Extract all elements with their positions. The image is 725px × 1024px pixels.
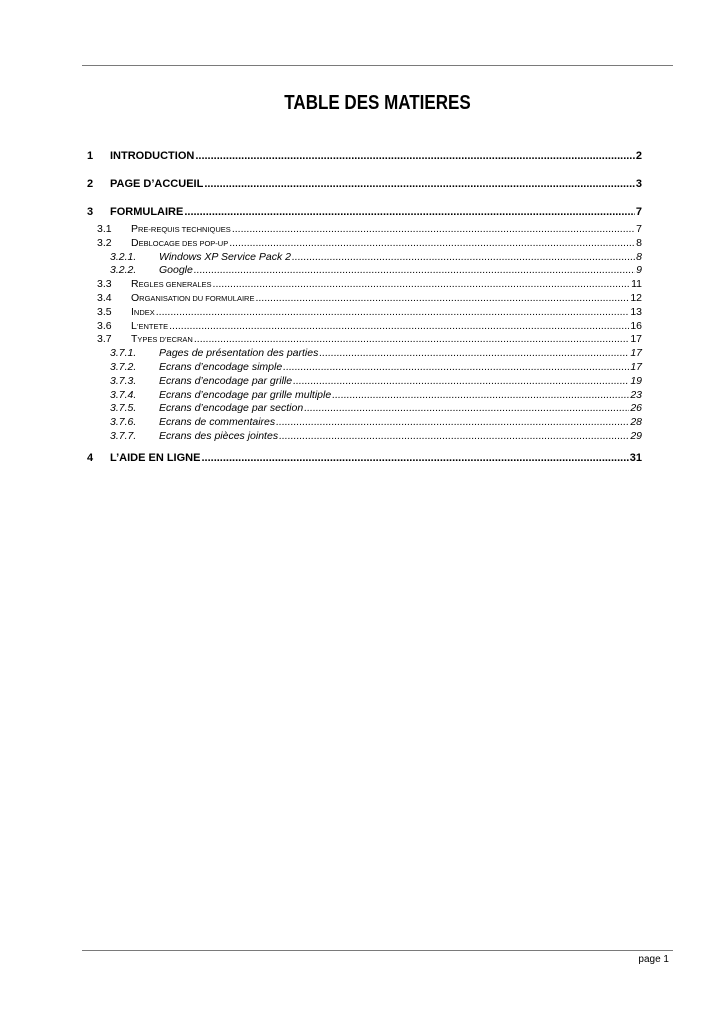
toc-number: 4 <box>87 451 94 464</box>
toc-entry-3-7-4[interactable] <box>87 389 642 403</box>
toc-number: 3.7.5. <box>110 402 137 415</box>
toc-label: PAGE D’ACCUEIL <box>110 178 204 190</box>
toc-number: 3.3 <box>97 278 112 291</box>
toc-label: Pages de présentation des parties <box>159 347 319 360</box>
toc-label: Ecrans d’encodage simple <box>159 360 283 373</box>
toc-entry-3-1[interactable] <box>87 223 642 237</box>
toc-number: 3.2 <box>97 236 112 249</box>
toc-number: 3.7.7. <box>110 429 137 442</box>
toc-leader <box>195 150 635 162</box>
toc-leader <box>279 430 629 442</box>
toc-page: 7 <box>636 223 642 235</box>
toc-leader <box>213 278 631 290</box>
toc-entry-2[interactable] <box>87 178 642 192</box>
toc-entry-1[interactable] <box>87 150 642 164</box>
toc-leader <box>292 251 635 263</box>
toc-entry-3-3[interactable] <box>87 278 642 292</box>
toc-number: 3.7 <box>97 333 112 346</box>
toc-entry-3-2-2[interactable] <box>87 264 642 278</box>
toc-label: Ecrans des pièces jointes <box>159 429 279 442</box>
toc-entry-3-2[interactable] <box>87 237 642 251</box>
toc-leader <box>293 375 629 387</box>
toc-number: 3.7.3. <box>110 374 137 387</box>
toc-page: 31 <box>629 451 642 464</box>
toc-page: 8 <box>636 250 642 263</box>
toc-entry-3-7-3[interactable] <box>87 375 642 389</box>
toc-leader <box>194 264 635 276</box>
toc-page: 12 <box>630 291 642 304</box>
toc-entry-3-7-5[interactable] <box>87 402 642 416</box>
toc-number: 3.6 <box>97 319 112 332</box>
toc-leader <box>319 347 629 359</box>
toc-label: TYPES D’ECRAN <box>131 333 193 346</box>
toc-leader <box>169 320 629 332</box>
header-rule <box>82 65 673 66</box>
toc-leader <box>232 223 635 235</box>
toc-label: Ecrans d’encodage par grille <box>159 374 293 387</box>
toc-label: INTRODUCTION <box>110 150 195 162</box>
toc-entry-3-7-6[interactable] <box>87 416 642 430</box>
toc-label: REGLES GENERALES <box>131 278 212 291</box>
toc-entry-3[interactable] <box>87 206 642 220</box>
toc-page: 26 <box>630 402 642 415</box>
toc-page: 2 <box>635 150 642 162</box>
toc-number: 3.5 <box>97 305 112 318</box>
toc-entry-3-7[interactable] <box>87 333 642 347</box>
toc-number: 1 <box>87 150 94 162</box>
toc-entry-3-7-7[interactable] <box>87 430 642 444</box>
toc-number: 2 <box>87 178 94 190</box>
toc-page: 11 <box>631 278 642 291</box>
toc-leader <box>229 237 635 249</box>
toc-entry-3-5[interactable] <box>87 306 642 320</box>
toc-label: L’ENTETE <box>131 319 169 332</box>
toc-number: 3.4 <box>97 291 112 304</box>
toc-label: Windows XP Service Pack 2 <box>159 250 291 263</box>
toc-entry-3-6[interactable] <box>87 320 642 334</box>
toc-entry-4[interactable] <box>87 452 642 466</box>
toc-number: 3 <box>87 206 94 218</box>
toc-number: 3.7.6. <box>110 416 137 429</box>
toc-entry-3-7-1[interactable] <box>87 347 642 361</box>
toc-page: 13 <box>630 305 642 318</box>
toc-leader <box>332 389 629 401</box>
toc-page: 17 <box>630 333 642 346</box>
toc-leader <box>255 292 629 304</box>
toc-leader <box>184 206 635 218</box>
table-of-contents <box>87 150 642 466</box>
toc-page: 8 <box>636 236 642 249</box>
toc-page: 17 <box>630 347 642 360</box>
toc-number: 3.2.1. <box>110 250 137 263</box>
toc-entry-3-4[interactable] <box>87 292 642 306</box>
toc-label: Ecrans d’encodage par grille multiple <box>159 388 332 401</box>
toc-entry-3-7-2[interactable] <box>87 361 642 375</box>
toc-leader <box>201 452 628 464</box>
page-number: page 1 <box>638 954 669 965</box>
toc-number: 3.1 <box>97 223 112 235</box>
toc-page: 3 <box>635 178 642 190</box>
page-title: TABLE DES MATIERES <box>284 92 471 114</box>
toc-leader <box>283 361 629 373</box>
toc-leader <box>204 178 635 190</box>
toc-label: INDEX <box>131 305 155 318</box>
toc-label: L’AIDE EN LIGNE <box>110 451 201 464</box>
toc-page: 7 <box>635 206 642 218</box>
toc-page: 23 <box>630 388 642 401</box>
footer-rule <box>82 950 673 951</box>
toc-page: 16 <box>630 319 642 332</box>
toc-label: Ecrans d’encodage par section <box>159 402 304 415</box>
toc-label: PRE-REQUIS TECHNIQUES <box>131 223 231 235</box>
toc-page: 9 <box>636 264 642 277</box>
toc-label: ORGANISATION DU FORMULAIRE <box>131 291 255 304</box>
toc-entry-3-2-1[interactable] <box>87 251 642 265</box>
toc-number: 3.7.1. <box>110 347 137 360</box>
toc-label: Google <box>159 264 193 277</box>
toc-leader <box>194 333 629 345</box>
toc-number: 3.7.2. <box>110 360 137 373</box>
toc-number: 3.2.2. <box>110 264 137 277</box>
toc-page: 29 <box>630 429 642 442</box>
toc-page: 19 <box>630 374 642 387</box>
toc-label: Ecrans de commentaires <box>159 416 276 429</box>
toc-number: 3.7.4. <box>110 388 137 401</box>
toc-page: 28 <box>630 416 642 429</box>
toc-leader <box>156 306 630 318</box>
toc-label: FORMULAIRE <box>110 206 184 218</box>
toc-leader <box>276 416 629 428</box>
toc-leader <box>304 402 629 414</box>
toc-page: 17 <box>630 360 642 373</box>
toc-label: DEBLOCAGE DES POP-UP <box>131 236 229 249</box>
